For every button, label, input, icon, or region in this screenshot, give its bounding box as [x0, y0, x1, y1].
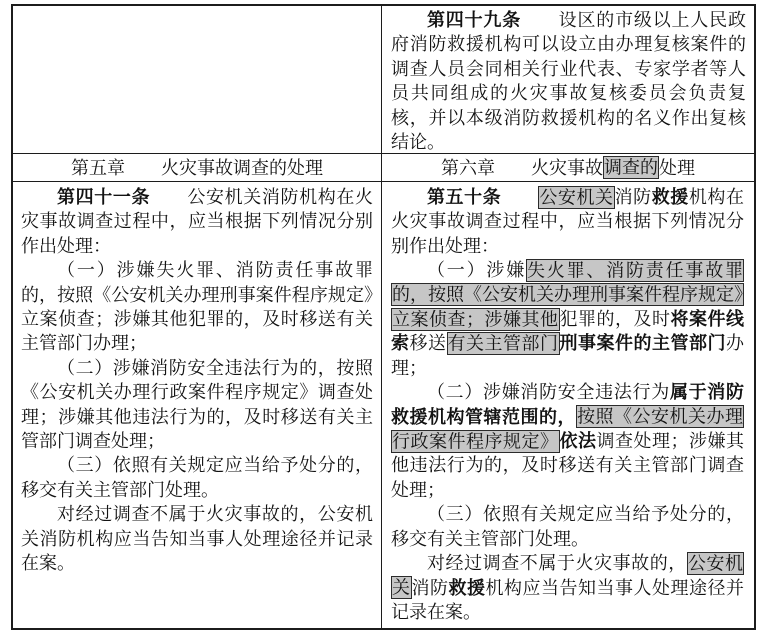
text-run: 第六章 火灾事故	[441, 157, 603, 178]
text-run: 消防	[411, 577, 449, 598]
changed-text-highlight: 公安机关	[539, 187, 614, 207]
paragraph	[21, 185, 373, 258]
text-run: （二）涉嫌消防安全违法行为	[427, 382, 670, 403]
old-chapter-heading-cell	[13, 154, 382, 182]
text-run	[501, 187, 538, 207]
added-text-bold: 救援	[651, 187, 689, 207]
paragraph	[441, 155, 695, 181]
text-run: （三）依照有关规定应当给予处分的，移交有关主管部门处理。	[21, 455, 373, 500]
paragraph	[391, 185, 744, 258]
paragraph	[391, 551, 744, 624]
text-run: （一）涉嫌	[427, 260, 526, 281]
text-run: 第五章 火灾事故调查的处理	[71, 157, 323, 178]
added-text-bold: 属于消防救援机构管辖范围的，	[391, 382, 744, 427]
paragraph	[21, 502, 373, 575]
text-run: 公安机关消防机构在火灾事故调查过程中，应当根据下列情况分别作出处理：	[21, 187, 373, 256]
paragraph	[391, 258, 744, 380]
comparison-table	[11, 4, 756, 630]
added-text-bold: 刑事案件的主管部门	[559, 333, 726, 354]
added-text-bold: 依法	[559, 431, 597, 452]
paragraph	[21, 453, 373, 502]
text-run: 调查处理；涉嫌其他违法行为的，及时移送有关主管部门调查处理；	[391, 431, 744, 500]
paragraph	[391, 8, 746, 154]
changed-text-highlight: 调查的	[604, 157, 658, 178]
text-run: 设区的市级以上人民政府消防救援机构可以设立由办理复核案件的调查人员会同相关行业代表、专家学者等人员共同组成的火灾事故复核委员会负责复核，并以本级消防救援机构的名义作出复核结论。	[391, 10, 746, 153]
changed-text-highlight: 有关主管部门	[447, 333, 559, 354]
added-text-bold: 将案件线索	[391, 309, 744, 354]
text-run: （二）涉嫌消防安全违法行为的，按照《公安机关办理行政案件程序规定》调查处理；涉嫌其他违法行为的，及时移送有关主管部门调查处理；	[21, 357, 373, 452]
added-text-bold: 第四十九条	[427, 10, 522, 30]
new-chapter-heading-cell	[382, 154, 754, 182]
text-run: （一）涉嫌失火罪、消防责任事故罪的，按照《公安机关办理刑事案件程序规定》立案侦查；涉嫌其他犯罪的，及时移送有关主管部门办理；	[21, 260, 373, 354]
paragraph	[21, 356, 373, 454]
paragraph	[21, 258, 373, 356]
text-run: （三）依照有关规定应当给予处分的，移交有关主管部门处理。	[391, 504, 744, 549]
text-run: 机构应当告知当事人处理途径并记录在案。	[391, 577, 744, 622]
text-run: 犯罪的，及时	[559, 309, 671, 330]
text-run: 处理	[659, 157, 695, 178]
text-run: 办理；	[391, 333, 744, 378]
text-run: 对经过调查不属于火灾事故的，公安机关消防机构应当告知当事人处理途径并记录在案。	[21, 504, 373, 574]
added-text-bold: 第四十一条	[57, 187, 151, 207]
paragraph	[391, 380, 744, 502]
old-text-empty-cell	[13, 6, 382, 154]
changed-text-highlight: 失火罪、消防责任事故罪的，按照《公安机关办理刑事案件程序规定》立案侦查；涉嫌其他	[392, 260, 743, 330]
text-run: 对经过调查不属于火灾事故的，	[427, 553, 687, 574]
new-article-50-cell	[382, 182, 754, 628]
text-run: 移送	[409, 333, 447, 354]
paragraph	[391, 502, 744, 551]
paragraph	[71, 155, 323, 181]
old-article-41-cell	[13, 182, 382, 628]
changed-text-highlight: 按照《公安机关办理行政案件程序规定》	[392, 406, 743, 452]
changed-text-highlight: 公安机关	[392, 553, 743, 598]
text-run: 机构在火灾事故调查过程中，应当根据下列情况分别作出处理：	[391, 187, 744, 256]
text-run: 消防	[614, 187, 652, 207]
added-text-bold: 第五十条	[427, 187, 502, 207]
added-text-bold: 救援	[448, 577, 486, 598]
new-article-49-cell	[382, 6, 754, 154]
